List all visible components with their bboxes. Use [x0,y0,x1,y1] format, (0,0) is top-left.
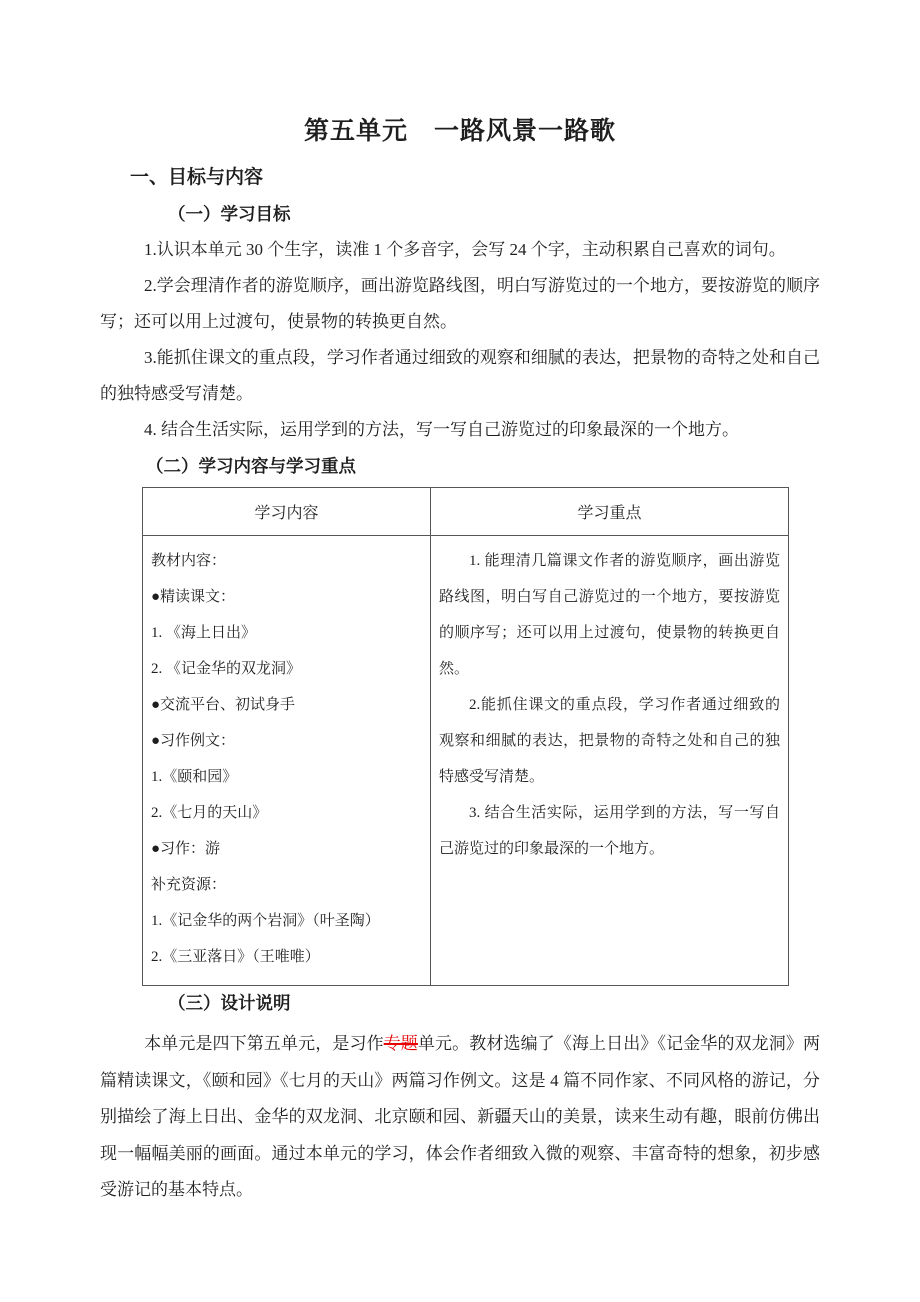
content-line: 1.《记金华的两个岩洞》（叶圣陶） [151,913,380,929]
content-line: 1.《颐和园》 [151,769,238,785]
subsection-heading-design-notes: （三）设计说明 [168,993,291,1013]
keypoint-paragraph-3: 3. 结合生活实际，运用学到的方法，写一写自己游览过的印象最深的一个地方。 [439,805,780,857]
content-line: 教材内容： [151,553,227,569]
section-heading-goals-and-content: 一、目标与内容 [130,167,264,188]
content-line: ●习作例文： [151,733,236,749]
page-title: 第五单元 一路风景一路歌 [303,118,616,145]
goal-paragraph-2: 2.学会理清作者的游览顺序，画出游览路线图，明白写游览过的一个地方，要按游览的顺序写；还可以用上过渡句，使景物的转换更自然。 [100,276,820,331]
subsection-heading-learning-content: （二）学习内容与学习重点 [146,456,356,476]
content-line: 2.《三亚落日》（王唯唯） [151,949,320,965]
content-line: 补充资源： [151,877,227,893]
goal-paragraph-3: 3.能抓住课文的重点段，学习作者通过细致的观察和细腻的表达，把景物的奇特之处和自己的独特感受写清楚。 [100,348,820,403]
goal-paragraph-1: 1.认识本单元 30 个生字，读准 1 个多音字，会写 24 个字，主动积累自己喜欢的词句。 [144,240,786,259]
keypoint-paragraph-1: 1. 能理清几篇课文作者的游览顺序，画出游览路线图，明白写自己游览过的一个地方，要按游览的顺序写；还可以用上过渡句，使景物的转换更自然。 [439,553,780,677]
learning-content-table [142,487,789,986]
table-cell-learning-keypoints [431,536,789,986]
design-text-after: 单元。教材选编了《海上日出》《记金华的双龙洞》两篇精读课文，《颐和园》《七月的天山》两篇习作例文。这是 4 篇不同作家、不同风格的游记，分别描绘了海上日出、金华的双龙洞、北京颐和园、新疆天山的美景，读来生动有趣，眼前仿佛出现一幅幅美丽的画面。通过本单元的学习，体会作者细致入微的观察、丰富奇特的想象，初步感受游记的基本特点。 [100,1034,821,1199]
table-cell-learning-content [143,536,431,986]
content-line: 2.《七月的天山》 [151,805,268,821]
design-notes-paragraph [100,1026,820,1209]
deleted-word: 专题 [383,1034,418,1053]
table-body-row [143,536,789,986]
table-header-learning-content: 学习内容 [143,488,431,536]
content-line: ●交流平台、初试身手 [151,697,296,713]
content-line: 1. 《海上日出》 [151,625,257,641]
design-text-before: 本单元是四下第五单元，是习作 [144,1034,384,1053]
keypoint-paragraph-2: 2.能抓住课文的重点段，学习作者通过细致的观察和细腻的表达，把景物的奇特之处和自己的独特感受写清楚。 [439,697,780,785]
content-line: ●精读课文： [151,589,236,605]
table-header-row [143,488,789,536]
subsection-heading-learning-goals: （一）学习目标 [168,204,291,224]
table-header-learning-keypoints: 学习重点 [431,488,789,536]
content-line: ●习作：游 [151,841,221,857]
content-line: 2. 《记金华的双龙洞》 [151,661,302,677]
goal-paragraph-4: 4. 结合生活实际，运用学到的方法，写一写自己游览过的印象最深的一个地方。 [144,420,739,439]
